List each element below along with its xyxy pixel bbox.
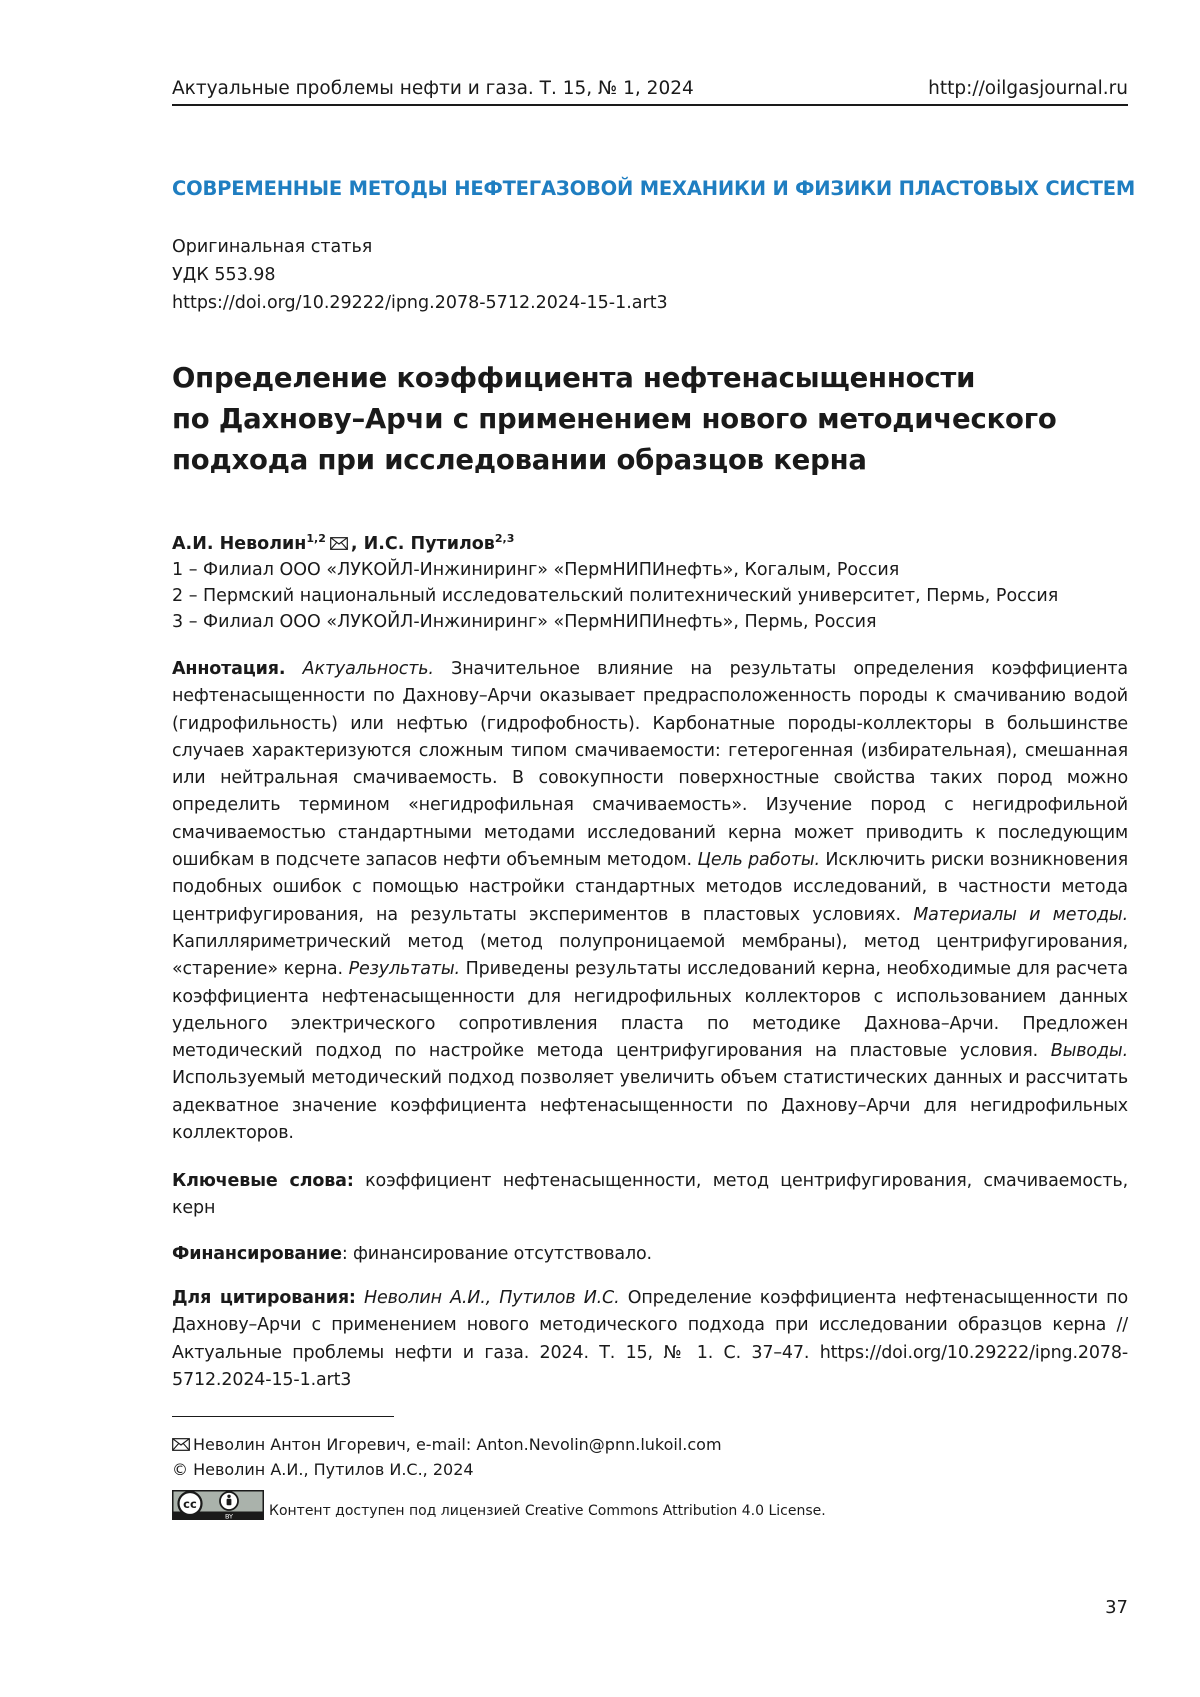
contact-text: Неволин Антон Игоревич, e-mail: Anton.Nevolin@pnn.lukoil.com: [193, 1435, 722, 1454]
conclusions-label: Выводы.: [1051, 1041, 1128, 1061]
author-2: И.С. Путилов: [364, 534, 495, 554]
svg-text:cc: cc: [183, 1497, 197, 1511]
page-number: 37: [1105, 1597, 1128, 1618]
doi-link[interactable]: https://doi.org/10.29222/ipng.2078-5712.2024-15-1.art3: [172, 289, 668, 317]
section-title: СОВРЕМЕННЫЕ МЕТОДЫ НЕФТЕГАЗОВОЙ МЕХАНИКИ И ФИЗИКИ ПЛАСТОВЫХ СИСТЕМ: [172, 177, 1135, 200]
footnotes: [172, 1432, 722, 1482]
funding: [172, 1241, 1128, 1268]
author-1: А.И. Неволин: [172, 534, 306, 554]
conclusions-text: Используемый методический подход позволяет увеличить объем статистических данных и рассчитать адекватное значение коэффициента нефтенасыщенности по Дахнову–Арчи для негидрофильных коллекторов.: [172, 1068, 1128, 1143]
abstract: [172, 656, 1128, 1147]
goal-label: Цель работы.: [697, 850, 820, 870]
relevance-label: Актуальность.: [303, 659, 434, 679]
title-line-2: по Дахнову–Арчи с применением нового методического: [172, 399, 1072, 440]
udk: УДК 553.98: [172, 261, 668, 289]
running-header: [172, 78, 1128, 106]
title-line-3: подхода при исследовании образцов керна: [172, 440, 1072, 481]
cc-badge-label: BY: [225, 1513, 233, 1521]
affiliation-2: 2 – Пермский национальный исследовательский политехнический университет, Пермь, Россия: [172, 583, 1058, 609]
journal-name: Актуальные проблемы нефти и газа. Т. 15, № 1, 2024: [172, 78, 694, 100]
mail-icon[interactable]: [330, 537, 348, 550]
author-names: [172, 526, 1058, 557]
citation-label: Для цитирования:: [172, 1288, 356, 1308]
methods-label: Материалы и методы.: [913, 905, 1128, 925]
funding-text: : финансирование отсутствовало.: [342, 1244, 652, 1264]
author-2-affil: 2,3: [495, 532, 515, 545]
license-text: Контент доступен под лицензией Creative Commons Attribution 4.0 License.: [269, 1503, 826, 1519]
affiliation-3: 3 – Филиал ООО «ЛУКОЙЛ-Инжиниринг» «ПермНИПИнефть», Пермь, Россия: [172, 609, 1058, 635]
goal-text: Исключить риски возникновения подобных ошибок с помощью настройки стандартных методов исследований, в частности метода центрифугирования, на результаты экспериментов в пластовых условиях.: [172, 850, 1128, 925]
footnote-divider: [172, 1416, 394, 1417]
results-text: Приведены результаты исследований керна, необходимые для расчета коэффициента нефтенасыщенности для негидрофильных коллекторов с использованием данных удельного электрического сопротивления пласта по методике Дахнова–Арчи. Предложен методический подход по настройке метода центрифугирования на пластовые условия.: [172, 959, 1128, 1061]
title-line-1: Определение коэффициента нефтенасыщенности: [172, 358, 1072, 399]
keywords: [172, 1168, 1128, 1223]
keywords-label: Ключевые слова:: [172, 1171, 354, 1191]
journal-url[interactable]: http://oilgasjournal.ru: [928, 78, 1128, 100]
citation-text: Определение коэффициента нефтенасыщенности по Дахнову–Арчи с применением нового методического подхода при исследовании образцов керна // Актуальные проблемы нефти и газа. 2024. Т. 15, № 1. С. 37–47. https://doi.org/10.29222/ipng.2078-5712.2024-15-1.art3: [172, 1288, 1128, 1390]
results-label: Результаты.: [349, 959, 460, 979]
article-meta: [172, 233, 668, 317]
citation-authors: Неволин А.И., Путилов И.С.: [364, 1288, 620, 1308]
author-separator: ,: [351, 534, 364, 554]
contact-line: [172, 1432, 722, 1457]
cc-by-license-icon[interactable]: [172, 1490, 264, 1520]
copyright-line: © Неволин А.И., Путилов И.С., 2024: [172, 1457, 722, 1482]
author-1-affil: 1,2: [306, 532, 326, 545]
abstract-label: Аннотация.: [172, 659, 285, 679]
funding-label: Финансирование: [172, 1244, 342, 1264]
mail-icon[interactable]: [172, 1438, 190, 1451]
relevance-text: Значительное влияние на результаты определения коэффициента нефтенасыщенности по Дахнову–Арчи оказывает предрасположенность породы к смачиванию водой (гидрофильность) или нефтью (гидрофобность). Карбонатные породы-коллекторы в большинстве случаев характеризуются сложным типом смачиваемости: гетерогенная (избирательная), смешанная или нейтральная смачиваемость. В совокупности поверхностные свойства таких пород можно определить термином «негидрофильная смачиваемость». Изучение пород с негидрофильной смачиваемостью стандартными методами исследований керна может приводить к последующим ошибкам в подсчете запасов нефти объемным методом.: [172, 659, 1128, 870]
article-type: Оригинальная статья: [172, 233, 668, 261]
citation: [172, 1285, 1128, 1394]
authors-block: [172, 526, 1058, 635]
article-title: [172, 358, 1072, 481]
affiliation-1: 1 – Филиал ООО «ЛУКОЙЛ-Инжиниринг» «ПермНИПИнефть», Когалым, Россия: [172, 557, 1058, 583]
keywords-text: коэффициент нефтенасыщенности, метод центрифугирования, смачиваемость, керн: [172, 1171, 1128, 1218]
methods-text: Капилляриметрический метод (метод полупроницаемой мембраны), метод центрифугирования, «старение» керна.: [172, 932, 1128, 979]
